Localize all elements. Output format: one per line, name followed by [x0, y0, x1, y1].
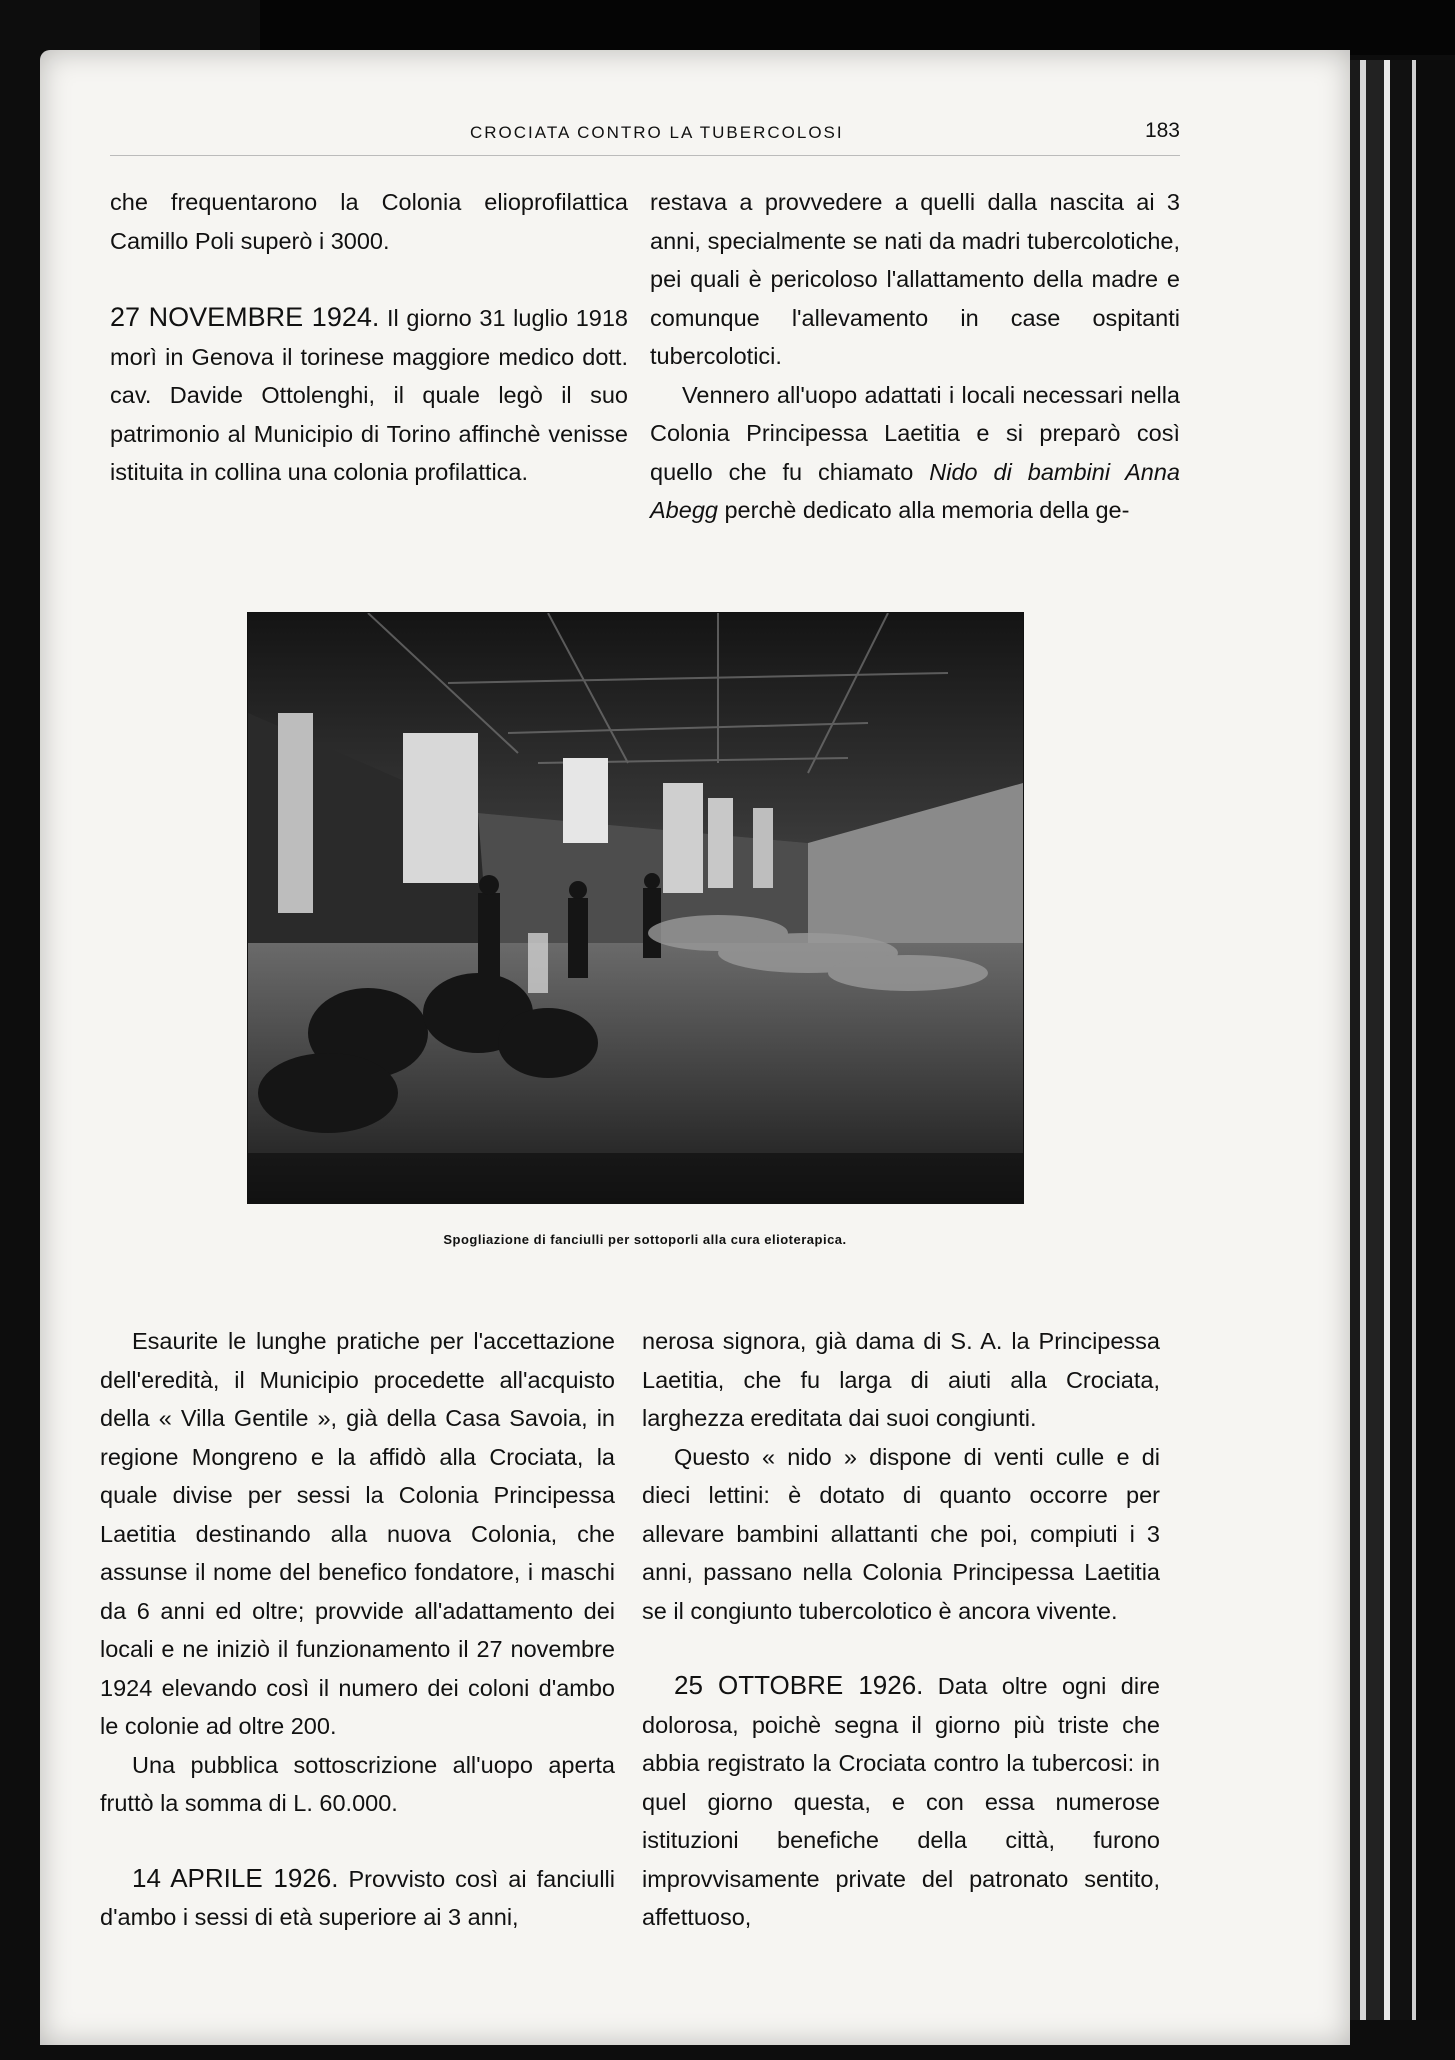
running-title: CROCIATA CONTRO LA TUBERCOLOSI — [470, 123, 844, 142]
column-right-bottom — [642, 1322, 1160, 1937]
date-heading: 14 APRILE 1926. — [132, 1862, 339, 1893]
paragraph-text: Provvisto così ai fanciulli d'ambo i sessi di età superiore ai 3 anni, — [100, 1865, 615, 1930]
paragraph-text: Il giorno 31 luglio 1918 morì in Genova il torinese maggiore medico dott. cav. Davide Ottolenghi, il quale legò il suo patrimonio al Municipio di Torino affinchè venisse istituita in collina una colonia profilattica. — [110, 305, 628, 485]
photograph — [247, 612, 1024, 1204]
page-number: 183 — [1144, 119, 1180, 142]
paragraph: che frequentarono la Colonia elioprofilattica Camillo Poli superò i 3000. — [110, 189, 628, 254]
paragraph: restava a provvedere a quelli dalla nascita ai 3 anni, specialmente se nati da madri tubercolotiche, pei quali è pericoloso l'allattamento della madre e comunque l'allevamento in case ospitanti tubercolotici. — [650, 189, 1180, 369]
paragraph-dated — [100, 1859, 615, 1937]
paragraph: Questo « nido » dispone di venti culle e di dieci lettini: è dotato di quanto occorre per allevare bambini allattanti che poi, compiuti i 3 anni, passano nella Colonia Principessa Laetitia se il congiunto tubercolotico è ancora vivente. — [642, 1443, 1160, 1624]
paragraph-dated — [642, 1666, 1160, 1937]
paragraph-dated — [110, 298, 628, 492]
paragraph: nerosa signora, già dama di S. A. la Principessa Laetitia, che fu larga di aiuti alla Crociata, larghezza ereditata dai suoi congiunti. — [642, 1328, 1160, 1431]
paragraph-text: Data oltre ogni dire dolorosa, poichè segna il giorno più triste che abbia registrato la Crociata contro la tubercosi: in quel giorno questa, e con essa numerose istituzioni benefiche della città, furono improvvisamente private del patronato sentito, affettuoso, — [642, 1673, 1160, 1930]
column-right-top — [650, 183, 1180, 530]
figure-caption: Spogliazione di fanciulli per sottoporli alla cura elioterapica. — [443, 1232, 847, 1247]
paragraph — [650, 376, 1180, 530]
column-left-top — [110, 183, 628, 492]
paragraph: Esaurite le lunghe pratiche per l'accettazione dell'eredità, il Municipio procedette all'acquisto della « Villa Gentile », già della Casa Savoia, in regione Mongreno e la affidò alla Crociata, la quale divise per sessi la Colonia Principessa Laetitia destinando alla nuova Colonia, che assunse il nome del benefico fondatore, i maschi da 6 anni ed oltre; provvide all'adattamento dei locali e ne iniziò il funzionamento il 27 novembre 1924 elevando così il numero dei coloni d'ambo le colonie ad oltre 200. — [100, 1328, 615, 1739]
paragraph-text: Vennero all'uopo adattati i locali necessari nella Colonia Principessa Laetitia e si preparò così quello che fu chiamato — [650, 381, 1180, 485]
binding-edge — [1350, 60, 1455, 2020]
paragraph-text: perchè dedicato alla memoria della ge- — [717, 497, 1130, 523]
paragraph: Una pubblica sottoscrizione all'uopo aperta fruttò la somma di L. 60.000. — [100, 1751, 615, 1816]
italic-name: Nido di bambini Anna Abegg — [650, 458, 1180, 523]
column-left-bottom — [100, 1322, 615, 1937]
date-heading: 27 NOVEMBRE 1924. — [110, 302, 380, 332]
scan-top-border — [260, 0, 1455, 55]
photograph-illustration — [248, 613, 1023, 1203]
date-heading: 25 OTTOBRE 1926. — [674, 1670, 924, 1700]
page-header — [110, 115, 1180, 156]
